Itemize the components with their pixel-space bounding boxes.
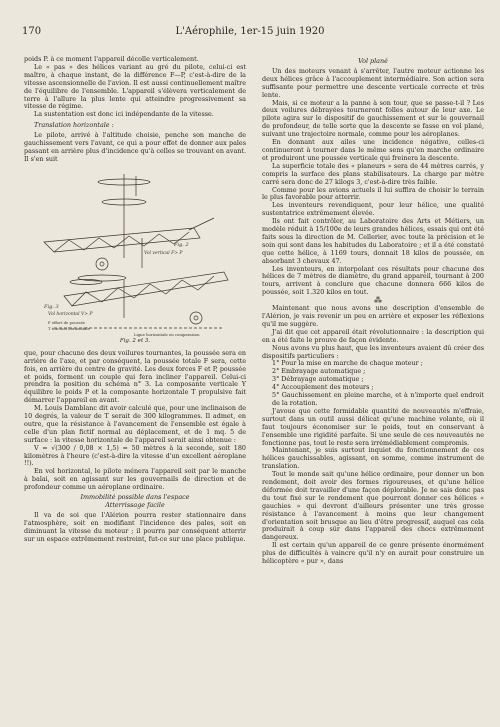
section-heading: Immobilité possible dans l'espace Atterrissage facile: [80, 493, 190, 509]
paragraph: Le « pas » des hélices variant au gré du pilote, celui-ci est maître, à chaque instant, de la différence F—P, c'est-à-dire de la vitesse ascensionnelle de l'avion. Il est aussi continuellement maître de l'équilibre de l'ensemble. L'appareil s'élèvera verticalement de terre à l'allure la plus lente qui atteindre progressivement sa vitesse de régime.: [24, 62, 246, 111]
paragraph: Maintenant que nous avons une description d'ensemble de l'Alérion, je vais revenir un peu en arrière et exposer les réflexions qu'il me suggère.: [262, 304, 484, 328]
paragraph: La superficie totale des « planeurs » sera de 44 mètres carrés, y compris la surface des plans stabilisateurs. La charge par mètre carré sera donc de 27 kilogs 3, c'est-à-dire très faible.: [262, 161, 484, 186]
vol-vertical-label: Vol vertical F> P: [144, 250, 183, 256]
section-divider: ⁂: [374, 296, 382, 306]
paragraph: J'avoue que cette formidable quantité de nouveautés m'effraie, surtout dans un outil aussi délicat qu'une machine volante, où il faut toujours économiser sur le poids, tout en conservant à l'ensemble une rigidité parfaite. Si une seule de ces nouveautés ne fonctionne pas, tout le reste sera irrémédiablement compromis.: [262, 406, 484, 447]
paragraph: poids P. à ce moment l'appareil décolle verticalement.: [24, 55, 199, 63]
paragraph: Comme pour les avions actuels il lui suffira de choisir le terrain le plus favorable pour atterrir.: [262, 185, 484, 202]
right-column: [262, 56, 484, 566]
fig3-label: Fig. 3: [44, 303, 59, 310]
paragraph: Mais, si ce moteur a la panne à son tour, que se passe-t-il ? Les deux voilures débrayées tourneront folles autour de leur axe. Le pilote agira sur le dispositif de gauchissement et sur le gouvernail de profondeur, de telle sorte que la descente se fasse en vol plané, suivant une trajectoire normale, comme pour les aéroplanes.: [262, 98, 484, 139]
paragraph: En vol horizontal, le pilote ménera l'appareil soit par le manche à balai, soit en agissant sur les gouvernails de direction et de profondeur comme un aéroplane ordinaire.: [24, 467, 246, 492]
paragraph: Il est certain qu'un appareil de ce genre présente énormément plus de difficultés à vaincre qu'il n'y en aurait pour construire un hélicoptère « pur », dans: [262, 541, 484, 566]
paragraph: Maintenant, je suis surtout inquiet du fonctionnement de ces hélices gauchissables, agissant, en somme, comme instrument de translation.: [262, 446, 484, 471]
left-column: [24, 56, 246, 544]
list-item: 4° Accouplement des moteurs ;: [272, 383, 374, 392]
paragraph: En donnant aux ailes une incidence négative, celles-ci continueront à tourner dans le même sens qu'en marche ordinaire et produiront une poussée verticale qui freinera la descente.: [262, 138, 484, 162]
section-heading: Translation horizontale :: [34, 121, 114, 130]
paragraph: que, pour chacune des deux voilures tournantes, la poussée sera en arrière de l'axe, et par conséquent, la poussée totale F sera, cette fois, en arrière du centre de gravité. Les deux forces F et P, poussée et poids, forment un couple qui fera incliner l'appareil. Celui-ci prendra la position du schéma n° 3. La composante verticale Y équilibre le poids P et la composante horizontale T propulsive fait démarrer l'appareil en avant.: [24, 348, 246, 405]
aircraft-figure: [24, 168, 246, 348]
paragraph: Les inventeurs revendiquent, pour leur hélice, une qualité sustentatrice extrêmement élevée.: [262, 201, 484, 218]
paragraph: Un des moteurs venant à s'arrêter, l'autre moteur actionne les deux hélices grâce à l'accouplement intermédiaire. Son action sera suffisante pour permettre une descente verticale correcte et très lente.: [262, 66, 484, 99]
paragraph: Ils ont fait contrôler, au Laboratoire des Arts et Métiers, un modèle réduit à 15/100e de leurs grandes hélices, essais qui ont été faits sous la direction de M. Cellerier, avec toute la précision et le soin qui sont dans les habitudes du Laboratoire ; et il a été constaté que cette hélice, à 1169 tours, donnait 18 kilos de poussée, en absorbant 3 chevaux 47.: [262, 217, 484, 265]
paragraph: Il va de soi que l'Alérion pourra rester stationnaire dans l'atmosphère, soit en modifiant l'incidence des pales, soit en diminuant la vitesse du moteur ; il pourra par conséquent atterrir sur un espace extrêmement restreint, fut-ce sur une place publique.: [24, 510, 246, 543]
vol-horizontal-label: Vol horizontal V> P: [48, 311, 93, 317]
paragraph: Tout le monde sait qu'une hélice ordinaire, pour donner un bon rendement, doit avoir des formes rigoureuses, et qu'une hélice déformée doit travailler d'une façon déplorable. Je ne sais donc pas du tout fixé sur le rendement que pourront donner ces hélices « gauchies » qui devront d'ailleurs présenter une très grosse résistance à l'avancement à moins que leur changement d'orientation soit brusque au lieu d'être progressif, auquel cas cela produirait à coup sûr dans l'appareil des chocs extrêmement dangereux.: [262, 470, 484, 542]
paragraph: J'ai dit que cet appareil était révolutionnaire : la description qui en a été faite le prouve de façon évidente.: [262, 327, 484, 344]
aircraft-diagram: [24, 168, 246, 338]
paragraph: Nous avons vu plus haut, que les inventeurs avaient dû créer des dispositifs particuliers :: [262, 343, 484, 360]
list-item: 2° Embrayage automatique ;: [272, 367, 366, 376]
legend-ligne: Ligne horizontale en comparaison: [134, 331, 200, 337]
paragraph: La sustentation est donc ici indépendante de la vitesse.: [34, 110, 214, 119]
figure-caption: Fig. 2 et 3.: [119, 337, 151, 344]
paragraph: Le pilote, arrivé à l'altitude choisie, penche son manche de gauchissement vers l'avant, ce qui a pour effet de donner aux pales passant en arrière plus d'incidence qu'à celles se trouvant en avant. Il s'en suit: [24, 131, 246, 163]
legend-t: T traction horizontale: [48, 325, 90, 331]
list-item: 3° Débrayage automatique ;: [272, 375, 364, 384]
list-item: 5° Gauchissement en pleine marche, et à n'importe quel endroit de la rotation.: [272, 391, 484, 407]
formula: V = √(300 / 0,08 × 1,5) = 50 mètres à la seconde, soit 180 kilomètres à l'heure (c'est-à-dire la vitesse d'un excellent aéroplane !!).: [24, 443, 246, 468]
section-heading: Vol plané: [358, 57, 388, 65]
page-number: 170: [22, 26, 42, 37]
list-item: 1° Pour la mise en marche de chaque moteur ;: [272, 359, 423, 368]
journal-title: L'Aérophile, 1er-15 juin 1920: [175, 26, 325, 37]
legend-f: F effort de poussée: [48, 319, 86, 325]
paragraph: M. Louis Damblanc dit avoir calculé que, pour une inclinaison de 10 degrés, la valeur de T serait de 300 kilogrammes. Il admet, en outre, que la résistance à l'avancement de l'ensemble est égale à celle d'un plan fictif normal au déplacement, et de 1 mq. 5 de surface : la vitesse horizontale de l'appareil serait ainsi obtenue :: [24, 404, 246, 444]
feature-list: [262, 360, 484, 407]
paragraph: Les inventeurs, en interpolant ces résultats pour chacune des hélices de 7 mètres de diamètre, du grand appareil, tournant à 200 tours, arrivent à conclure que chacune donnera 666 kilos de poussée, soit 1.320 kilos en tout.: [262, 264, 484, 297]
page-header: [22, 26, 478, 42]
fig2-label: Fig. 2: [174, 241, 189, 248]
